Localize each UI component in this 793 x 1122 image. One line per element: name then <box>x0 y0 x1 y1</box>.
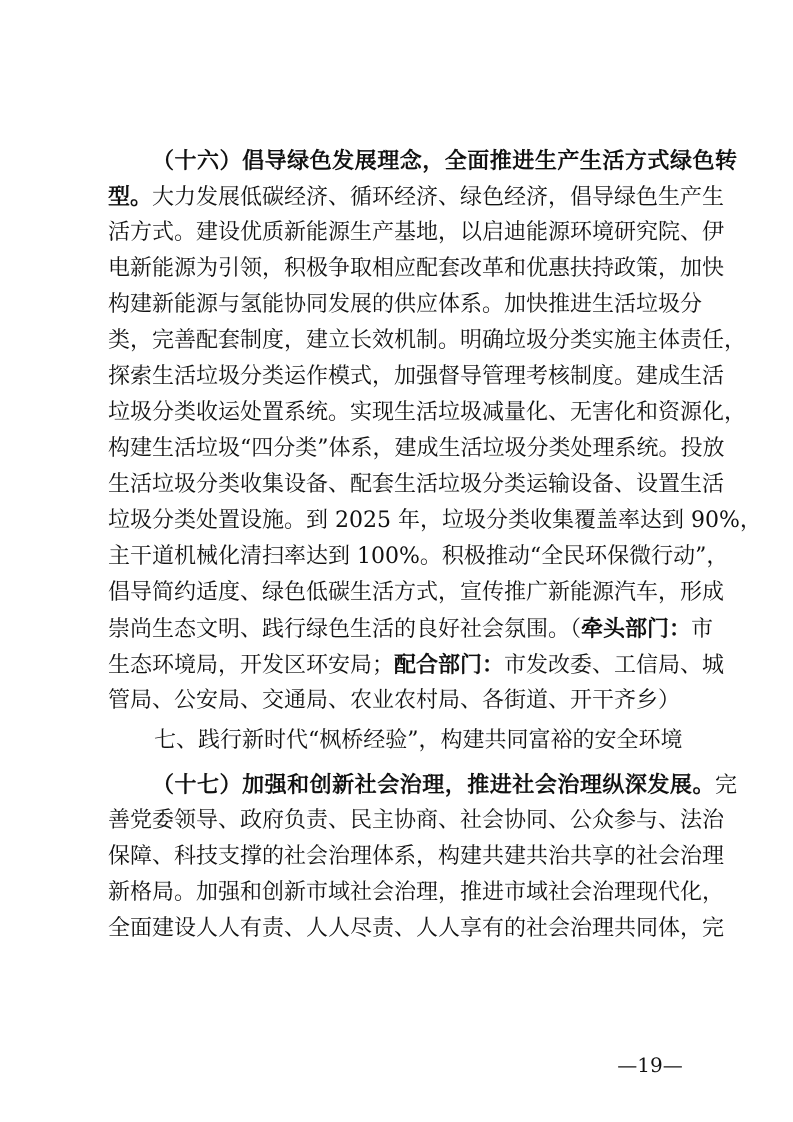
paragraph-16-line-5: 构建新能源与氢能协同发展的供应体系。加快推进生活垃圾分 <box>108 292 703 317</box>
paragraph-17-heading: （十七）加强和创新社会治理，推进社会治理纵深发展。 <box>152 772 715 798</box>
paragraph-17-line-2: 善党委领导、政府负责、民主协商、社会协同、公众参与、法治 <box>108 808 725 833</box>
paragraph-16-line-16: 管局、公安局、交通局、农业农村局、各街道、开干齐乡） <box>108 688 681 713</box>
paragraph-16-line-9: 构建生活垃圾“四分类”体系，建成生活垃圾分类处理系统。投放 <box>108 436 725 461</box>
lead-department-label: 牵头部门： <box>581 616 692 642</box>
page-number: —19— <box>617 1053 683 1077</box>
paragraph-16-text: 大力发展低碳经济、循环经济、绿色经济，倡导绿色生产生 <box>152 185 725 210</box>
paragraph-16-heading-end: 型。 <box>108 184 153 210</box>
section-7-heading: 七、践行新时代“枫桥经验”，构建共同富裕的安全环境 <box>154 728 683 753</box>
paragraph-16-line-13: 倡导简约适度、绿色低碳生活方式，宣传推广新能源汽车，形成 <box>108 580 725 605</box>
paragraph-16-line-6: 类，完善配套制度，建立长效机制。明确垃圾分类实施主体责任， <box>108 328 747 353</box>
paragraph-16-line-7: 探索生活垃圾分类运作模式，加强督导管理考核制度。建成生活 <box>108 364 725 389</box>
paragraph-17-text: 完 <box>714 773 737 798</box>
paragraph-16-text-15c: 市发改委、工信局、城 <box>504 653 725 678</box>
paragraph-16-text-14a: 崇尚生态文明、践行绿色生活的良好社会氛围。（ <box>108 617 582 642</box>
coop-department-label: 配合部门： <box>394 652 505 678</box>
paragraph-16-line-11: 垃圾分类处置设施。到 2025 年，垃圾分类收集覆盖率达到 90%， <box>108 508 762 533</box>
paragraph-16-line-3: 活方式。建设优质新能源生产基地，以启迪能源环境研究院、伊 <box>108 220 725 245</box>
paragraph-16-line-10: 生活垃圾分类收集设备、配套生活垃圾分类运输设备、设置生活 <box>108 472 725 497</box>
paragraph-16-line-4: 电新能源为引领，积极争取相应配套改革和优惠扶持政策，加快 <box>108 256 725 281</box>
paragraph-17-line-5: 全面建设人人有责、人人尽责、人人享有的社会治理共同体，完 <box>108 916 725 941</box>
paragraph-16-text-14c: 市 <box>691 617 714 642</box>
paragraph-16-line-8: 垃圾分类收运处置系统。实现生活垃圾减量化、无害化和资源化， <box>108 400 747 425</box>
paragraph-16-line-2 <box>108 179 725 215</box>
paragraph-16-line-1 <box>108 143 737 179</box>
paragraph-16-line-14 <box>108 611 714 647</box>
paragraph-17-line-4: 新格局。加强和创新市域社会治理，推进市域社会治理现代化， <box>108 880 725 905</box>
paragraph-16-line-12: 主干道机械化清扫率达到 100%。积极推动“全民环保微行动”， <box>108 544 729 569</box>
paragraph-16-line-15 <box>108 647 725 683</box>
paragraph-17-line-3: 保障、科技支撑的社会治理体系，构建共建共治共享的社会治理 <box>108 844 725 869</box>
paragraph-16-text-15a: 生态环境局，开发区环安局； <box>108 653 395 678</box>
paragraph-16-heading: （十六）倡导绿色发展理念，全面推进生产生活方式绿色转 <box>152 148 737 174</box>
paragraph-17-line-1 <box>108 767 737 803</box>
